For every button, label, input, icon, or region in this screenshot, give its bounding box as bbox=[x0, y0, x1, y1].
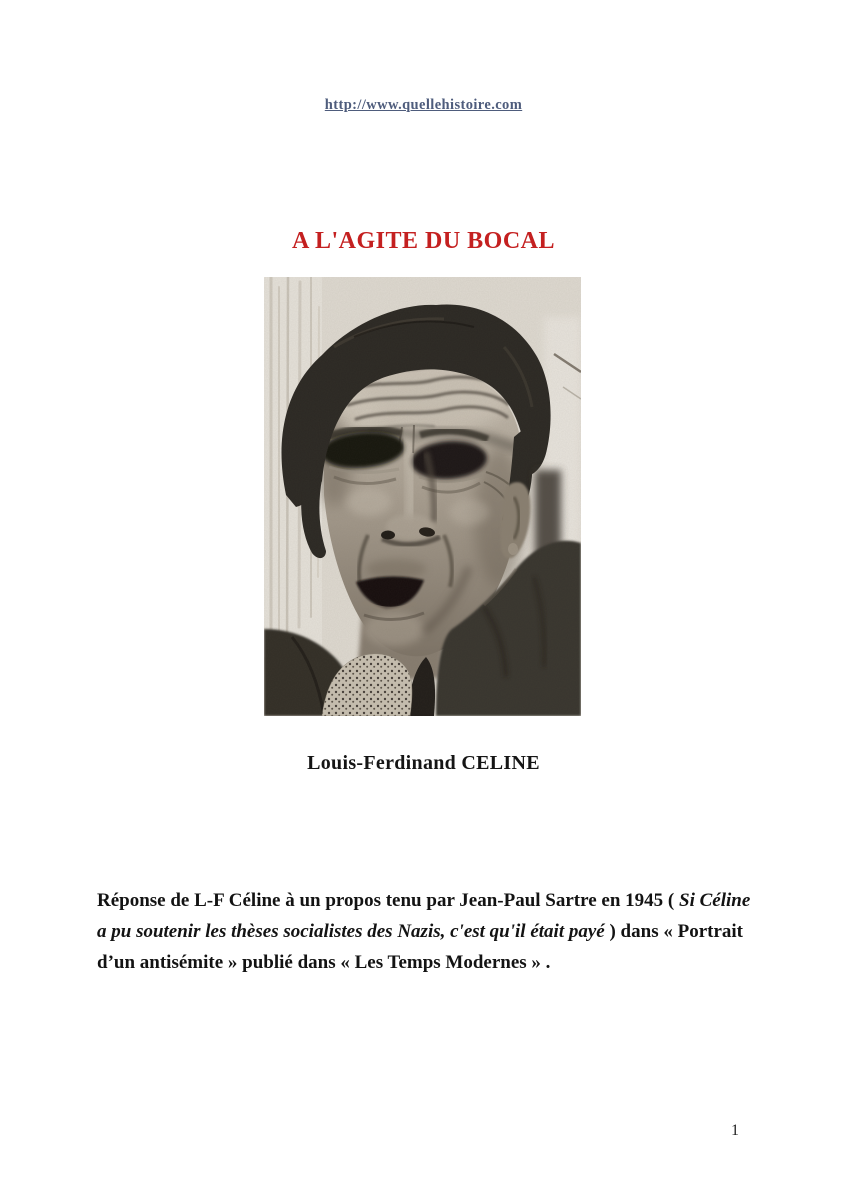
film-grain bbox=[264, 277, 581, 716]
header bbox=[0, 96, 847, 114]
photo-caption: Louis-Ferdinand CELINE bbox=[307, 752, 540, 774]
paragraph-quote-italic: Si Céline a pu soutenir les thèses socialistes des Nazis, c'est qu'il était payé bbox=[97, 890, 751, 942]
body-paragraph bbox=[97, 885, 759, 978]
paragraph-tail: ) dans « Portrait d’un antisémite » publié dans « Les Temps Modernes » . bbox=[97, 921, 743, 973]
portrait-drawing bbox=[264, 277, 581, 716]
celine-portrait-photo bbox=[264, 277, 581, 716]
paragraph-lead: Réponse de L-F Céline à un propos tenu par Jean-Paul Sartre en 1945 ( bbox=[97, 890, 679, 911]
page-number: 1 bbox=[731, 1122, 739, 1139]
website-link[interactable]: http://www.quellehistoire.com bbox=[324, 97, 523, 113]
page-title: A L'AGITE DU BOCAL bbox=[291, 228, 556, 254]
